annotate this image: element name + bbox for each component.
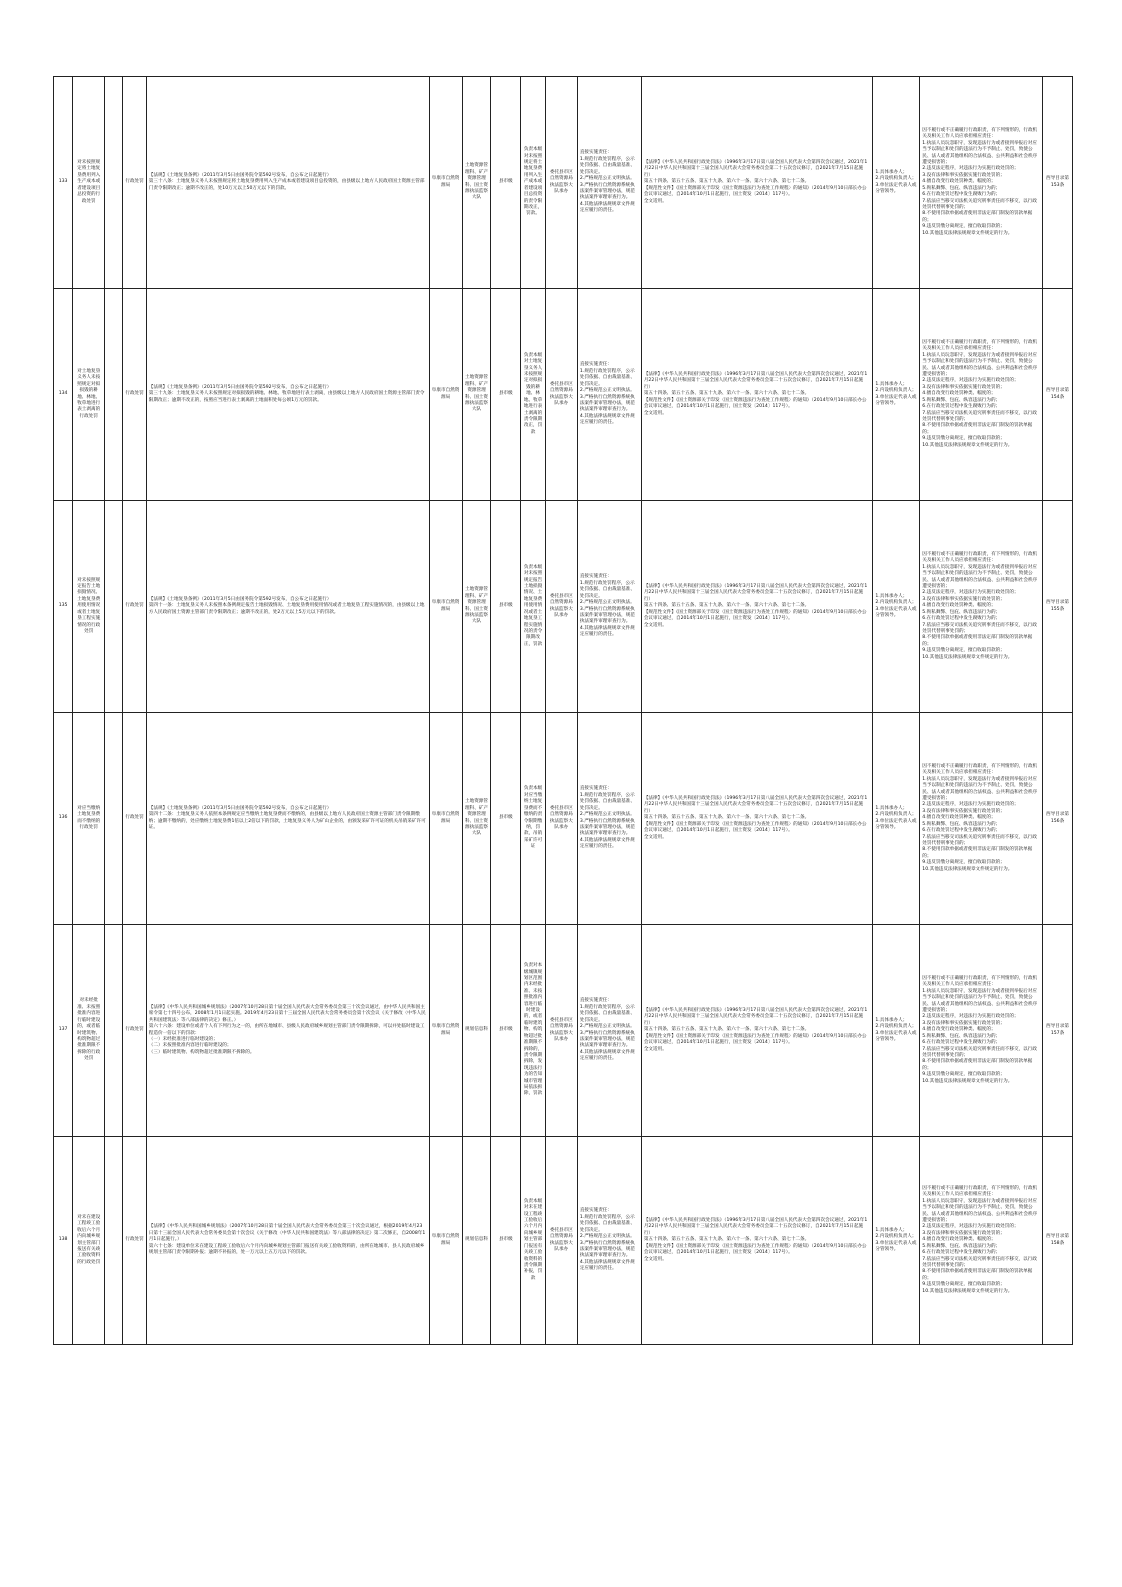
legal-basis-cell: 【法律】《中华人民共和国城乡规划法》（2007年10月28日第十届全国人民代表大会常务委员会第三十次会议通过，由中华人民共和国主席令第七十四号公布，2008年1月1日起实施。2019年4月23日第十三届全国人民代表大会常务委员会第十次会议《关于修改〈中华人民共和国建筑法〉等八部法律的决定》修正。） 第六十六条：建设单位或者个人有下列行为之一的，由所在地城市、县级人民政府城乡规划主管部门责令限期拆除，可以并处临时建设工程造价一倍以下的罚款： （一）未经批准进行临时建设的； （二）未按照批准内容进行临时建设的； （三）临时建筑物、构筑物超过批准期限不拆除的。 bbox=[146, 925, 429, 1137]
level-cell: 县市级 bbox=[491, 1137, 521, 1345]
handling-office-cell: 委托县市区自然资源局执法监察大队承办 bbox=[545, 925, 577, 1137]
internal-unit-cell: 规划信息科 bbox=[462, 925, 491, 1137]
level-cell: 县市级 bbox=[491, 925, 521, 1137]
handling-office-cell: 委托县市区自然资源局执法监察大队承办 bbox=[545, 1137, 577, 1345]
table-row bbox=[54, 713, 1073, 925]
table-row bbox=[54, 925, 1073, 1137]
seq-cell: 138 bbox=[54, 1137, 73, 1345]
accountability-cases-cell: 因不履行或不正确履行行政职责，有下列情形的，行政机关及相关工作人员应承担相应责任： 1.执法人员玩忽职守，发现违法行为或者接到举报后对应当予以制止和处罚的违法行为不予制止、处罚，致使公民、法人或者其他组织的合法权益、公共利益和社会秩序遭受损害的； 2.违反法定程序，对违法行为实施行政处罚的； 3.没有法律和事实依据实施行政处罚的； 4.擅自改变行政处罚种类、幅度的； 5.徇私舞弊、包庇、纵容违法行为的； 6.在行政处罚过程中发生腐败行为的； 7.依法应当移交司法机关追究刑事责任而不移交，以行政处罚代替刑事处罚的； 8.不使用罚款单据或者使用非法定部门制发的罚款单据的； 9.违反罚缴分离规定，擅自收取罚款的； 10.其他违反法律法规规章文件规定的行为。 bbox=[920, 501, 1043, 713]
legal-basis-cell: 【法律】《中华人民共和国城乡规划法》（2007年10月28日第十届全国人民代表大会常务委员会第三十次会议通过，根据2019年4月23日第十三届全国人民代表大会常务委员会第十次会议《关于修改〈中华人民共和国建筑法〉等八部法律的决定》第二次修正，自2008年1月1日起施行。） 第六十七条：建设单位未在建设工程竣工验收后六个月内向城乡规划主管部门报送有关竣工验收资料的，由所在地城市、县人民政府城乡规划主管部门责令限期补报；逾期不补报的，处一万元以上五万元以下的罚款。 bbox=[146, 1137, 429, 1345]
item-name-cell: 对未经批准、未按照批准内容进行临时建设的，或者临时建筑物、构筑物超过批准期限不拆除的行政处罚 bbox=[73, 925, 105, 1137]
department-cell: 阜康市自然资源局 bbox=[429, 713, 462, 925]
internal-unit-cell: 土地资源管理科、矿产资源管理科、国土资源执法监察大队 bbox=[462, 501, 491, 713]
level-cell: 县市级 bbox=[491, 77, 521, 289]
category-cell: 行政处罚 bbox=[123, 925, 146, 1137]
accountability-cases-cell: 因不履行或不正确履行行政职责，有下列情形的，行政机关及相关工作人员应承担相应责任： 1.执法人员玩忽职守，发现违法行为或者接到举报后对应当予以制止和处罚的违法行为不予制止、处罚，致使公民、法人或者其他组织的合法权益、公共利益和社会秩序遭受损害的； 2.违反法定程序，对违法行为实施行政处罚的； 3.没有法律和事实依据实施行政处罚的； 4.擅自改变行政处罚种类、幅度的； 5.徇私舞弊、包庇、纵容违法行为的； 6.在行政处罚过程中发生腐败行为的； 7.依法应当移交司法机关追究刑事责任而不移交，以行政处罚代替刑事处罚的； 8.不使用罚款单据或者使用非法定部门制发的罚款单据的； 9.违反罚缴分离规定，擅自收取罚款的； 10.其他违反法律法规规章文件规定的行为。 bbox=[920, 713, 1043, 925]
sub-item-cell bbox=[105, 925, 123, 1137]
level-cell: 县市级 bbox=[491, 713, 521, 925]
item-name-cell: 对土地复垦义务人未按照规定对拟损毁的耕地、林地、牧草地进行表土剥离的行政处罚 bbox=[73, 289, 105, 501]
legal-basis-cell: 【法规】《土地复垦条例》（2011年3月5日由国务院令第592号发布，自公布之日起施行） 第三十九条：土地复垦义务人未按照规定对拟损毁的耕地、林地、牧草地进行表土剥离，由县级以上地方人民政府国土资源主管部门责令限期改正；逾期不改正的，按照应当进行表土剥离的土地面积处每公顷1万元的罚款。 bbox=[146, 289, 429, 501]
implementing-duty-cell: 直接实施责任： 1.规范行政处罚程序，公示处罚依据、自由裁量基准、处罚决定。 2.严格规范公正文明执法。 3.严格执行自然资源系统执法案件案审管理办法，规范执法案件审理审查行为。 4.其他法律法规规章文件规定应履行的责任。 bbox=[577, 289, 641, 501]
item-name-cell: 对应当缴纳土地复垦费而不缴纳的行政处罚 bbox=[73, 713, 105, 925]
seq-cell: 134 bbox=[54, 289, 73, 501]
handling-office-cell: 委托县市区自然资源局执法监察大队承办 bbox=[545, 77, 577, 289]
handling-office-cell: 委托县市区自然资源局执法监察大队承办 bbox=[545, 713, 577, 925]
reference-cell: 西导目录第156条 bbox=[1043, 713, 1073, 925]
table-body bbox=[54, 77, 1073, 1345]
accountability-basis-cell: 【法律】《中华人民共和国行政处罚法》（1996年3月17日第八届全国人民代表大会第四次会议通过，2021年1月22日中华人民共和国第十三届全国人民代表大会常务委员会第二十五次会议修订，自2021年7月15日起施行） 第五十四条、第五十五条、第五十九条、第六十一条、第六十六条、第七十二条。 【规范性文件】《国土资源部关于印发〈国土资源违法行为查处工作规程〉的通知》（2014年9月10日部长办公会议审议通过，自2014年10月1日起施行，国土资发〔2014〕117号）。 全文适用。 bbox=[641, 925, 873, 1137]
accountability-basis-cell: 【法律】《中华人民共和国行政处罚法》（1996年3月17日第八届全国人民代表大会第四次会议通过，2021年1月22日中华人民共和国第十三届全国人民代表大会常务委员会第二十五次会议修订，自2021年7月15日起施行） 第五十四条、第五十五条、第五十九条、第六十一条、第六十六条、第七十二条。 【规范性文件】《国土资源部关于印发〈国土资源违法行为查处工作规程〉的通知》（2014年9月10日部长办公会议审议通过，自2014年10月1日起施行，国土资发〔2014〕117号）。 全文适用。 bbox=[641, 77, 873, 289]
category-cell: 行政处罚 bbox=[123, 289, 146, 501]
sub-item-cell bbox=[105, 1137, 123, 1345]
sub-item-cell bbox=[105, 501, 123, 713]
reference-cell: 西导目录第155条 bbox=[1043, 501, 1073, 713]
sub-item-cell bbox=[105, 713, 123, 925]
level-cell: 县市级 bbox=[491, 501, 521, 713]
responsible-subject-cell: 1.具体承办人； 2.内设机构负责人； 3.单位法定代表人或分管领导。 bbox=[873, 925, 920, 1137]
category-cell: 行政处罚 bbox=[123, 713, 146, 925]
seq-cell: 136 bbox=[54, 713, 73, 925]
accountability-cases-cell: 因不履行或不正确履行行政职责，有下列情形的，行政机关及相关工作人员应承担相应责任： 1.执法人员玩忽职守，发现违法行为或者接到举报后对应当予以制止和处罚的违法行为不予制止、处罚，致使公民、法人或者其他组织的合法权益、公共利益和社会秩序遭受损害的； 2.违反法定程序，对违法行为实施行政处罚的； 3.没有法律和事实依据实施行政处罚的； 4.擅自改变行政处罚种类、幅度的； 5.徇私舞弊、包庇、纵容违法行为的； 6.在行政处罚过程中发生腐败行为的； 7.依法应当移交司法机关追究刑事责任而不移交，以行政处罚代替刑事处罚的； 8.不使用罚款单据或者使用非法定部门制发的罚款单据的； 9.违反罚缴分离规定，擅自收取罚款的； 10.其他违反法律法规规章文件规定的行为。 bbox=[920, 1137, 1043, 1345]
item-name-cell: 对未在建设工程竣工验收后六个月内向城乡规划主管部门报送有关竣工验收资料的行政处罚 bbox=[73, 1137, 105, 1345]
duty-cell: 负责本级对土地复垦义务人未按照规定对拟损毁的耕地、林地、牧草地进行表土剥离的责令限期改正，罚款 bbox=[521, 289, 546, 501]
duty-cell: 负责对本级城镇规划区范围内未经批准、未按照批准内容进行临时建设的，或者临时建筑物、构筑物超过批准期限不拆除的，责令限期拆除，发现违法行为的告知城市管理局依法拆除，罚款 bbox=[521, 925, 546, 1137]
seq-cell: 133 bbox=[54, 77, 73, 289]
internal-unit-cell: 土地资源管理科、矿产资源管理科、国土资源执法监察大队 bbox=[462, 77, 491, 289]
department-cell: 阜康市自然资源局 bbox=[429, 289, 462, 501]
reference-cell: 西导目录第157条 bbox=[1043, 925, 1073, 1137]
item-name-cell: 对未按照规定将土地复垦费用列入生产成本或者建设项目总投资的行政处罚 bbox=[73, 77, 105, 289]
duty-cell: 负责本级对未按照规定将土地复垦费用列入生产成本或者建设项目总投资的责令限期改正，罚款。 bbox=[521, 77, 546, 289]
implementing-duty-cell: 直接实施责任： 1.规范行政处罚程序，公示处罚依据、自由裁量基准、处罚决定。 2.严格规范公正文明执法。 3.严格执行自然资源系统执法案件案审管理办法，规范执法案件审理审查行为。 4.其他法律法规规章文件规定应履行的责任。 bbox=[577, 925, 641, 1137]
department-cell: 阜康市自然资源局 bbox=[429, 925, 462, 1137]
sub-item-cell bbox=[105, 77, 123, 289]
duty-cell: 负责本级对未按照规定报告土地损毁情况、土地复垦费用使用情况或者土地复垦工程实施情况的责令限期改正，罚款 bbox=[521, 501, 546, 713]
accountability-cases-cell: 因不履行或不正确履行行政职责，有下列情形的，行政机关及相关工作人员应承担相应责任： 1.执法人员玩忽职守，发现违法行为或者接到举报后对应当予以制止和处罚的违法行为不予制止、处罚，致使公民、法人或者其他组织的合法权益、公共利益和社会秩序遭受损害的； 2.违反法定程序，对违法行为实施行政处罚的； 3.没有法律和事实依据实施行政处罚的； 4.擅自改变行政处罚种类、幅度的； 5.徇私舞弊、包庇、纵容违法行为的； 6.在行政处罚过程中发生腐败行为的； 7.依法应当移交司法机关追究刑事责任而不移交，以行政处罚代替刑事处罚的； 8.不使用罚款单据或者使用非法定部门制发的罚款单据的； 9.违反罚缴分离规定，擅自收取罚款的； 10.其他违反法律法规规章文件规定的行为。 bbox=[920, 925, 1043, 1137]
reference-cell: 西导目录第158条 bbox=[1043, 1137, 1073, 1345]
accountability-basis-cell: 【法律】《中华人民共和国行政处罚法》（1996年3月17日第八届全国人民代表大会第四次会议通过，2021年1月22日中华人民共和国第十三届全国人民代表大会常务委员会第二十五次会议修订，自2021年7月15日起施行） 第五十四条、第五十五条、第五十九条、第六十一条、第六十六条、第七十二条。 【规范性文件】《国土资源部关于印发〈国土资源违法行为查处工作规程〉的通知》（2014年9月10日部长办公会议审议通过，自2014年10月1日起施行，国土资发〔2014〕117号）。 全文适用。 bbox=[641, 289, 873, 501]
table-row bbox=[54, 1137, 1073, 1345]
accountability-basis-cell: 【法律】《中华人民共和国行政处罚法》（1996年3月17日第八届全国人民代表大会第四次会议通过，2021年1月22日中华人民共和国第十三届全国人民代表大会常务委员会第二十五次会议修订，自2021年7月15日起施行） 第五十四条、第五十五条、第五十九条、第六十一条、第六十六条、第七十二条。 【规范性文件】《国土资源部关于印发〈国土资源违法行为查处工作规程〉的通知》（2014年9月10日部长办公会议审议通过，自2014年10月1日起施行，国土资发〔2014〕117号）。 全文适用。 bbox=[641, 501, 873, 713]
handling-office-cell: 委托县市区自然资源局执法监察大队承办 bbox=[545, 501, 577, 713]
level-cell: 县市级 bbox=[491, 289, 521, 501]
accountability-basis-cell: 【法律】《中华人民共和国行政处罚法》（1996年3月17日第八届全国人民代表大会第四次会议通过，2021年1月22日中华人民共和国第十三届全国人民代表大会常务委员会第二十五次会议修订，自2021年7月15日起施行） 第五十四条、第五十五条、第五十九条、第六十一条、第六十六条、第七十二条。 【规范性文件】《国土资源部关于印发〈国土资源违法行为查处工作规程〉的通知》（2014年9月10日部长办公会议审议通过，自2014年10月1日起施行，国土资发〔2014〕117号）。 全文适用。 bbox=[641, 1137, 873, 1345]
reference-cell: 西导目录第154条 bbox=[1043, 289, 1073, 501]
category-cell: 行政处罚 bbox=[123, 1137, 146, 1345]
accountability-basis-cell: 【法律】《中华人民共和国行政处罚法》（1996年3月17日第八届全国人民代表大会第四次会议通过，2021年1月22日中华人民共和国第十三届全国人民代表大会常务委员会第二十五次会议修订，自2021年7月15日起施行） 第五十四条、第五十五条、第五十九条、第六十一条、第六十六条、第七十二条。 【规范性文件】《国土资源部关于印发〈国土资源违法行为查处工作规程〉的通知》（2014年9月10日部长办公会议审议通过，自2014年10月1日起施行，国土资发〔2014〕117号）。 全文适用。 bbox=[641, 713, 873, 925]
legal-basis-cell: 【法规】《土地复垦条例》（2011年3月5日由国务院令第592号发布，自公布之日起施行） 第三十八条：土地复垦义务人未按照规定将土地复垦费用列入生产成本或者建设项目总投资的，由县级以上地方人民政府国土资源主管部门责令限期改正；逾期不改正的，处10万元以上50万元以下的罚款。 bbox=[146, 77, 429, 289]
table-row bbox=[54, 77, 1073, 289]
table-row bbox=[54, 501, 1073, 713]
implementing-duty-cell: 直接实施责任： 1.规范行政处罚程序，公示处罚依据、自由裁量基准、处罚决定。 2.严格规范公正文明执法。 3.严格执行自然资源系统执法案件案审管理办法，规范执法案件审理审查行为。 4.其他法律法规规章文件规定应履行的责任。 bbox=[577, 501, 641, 713]
internal-unit-cell: 土地资源管理科、矿产资源管理科、国土资源执法监察大队 bbox=[462, 289, 491, 501]
implementing-duty-cell: 直接实施责任： 1.规范行政处罚程序，公示处罚依据、自由裁量基准、处罚决定。 2.严格规范公正文明执法。 3.严格执行自然资源系统执法案件案审管理办法，规范执法案件审理审查行为。 4.其他法律法规规章文件规定应履行的责任。 bbox=[577, 1137, 641, 1345]
duty-cell: 负责本级对应当缴纳土地复垦费而不缴纳的责令限期缴纳，罚款，吊销采矿许可证 bbox=[521, 713, 546, 925]
table-row bbox=[54, 289, 1073, 501]
responsible-subject-cell: 1.具体承办人； 2.内设机构负责人； 3.单位法定代表人或分管领导。 bbox=[873, 713, 920, 925]
responsible-subject-cell: 1.具体承办人； 2.内设机构负责人； 3.单位法定代表人或分管领导。 bbox=[873, 501, 920, 713]
reference-cell: 西导目录第153条 bbox=[1043, 77, 1073, 289]
handling-office-cell: 委托县市区自然资源局执法监察大队承办 bbox=[545, 289, 577, 501]
responsible-subject-cell: 1.具体承办人； 2.内设机构负责人； 3.单位法定代表人或分管领导。 bbox=[873, 289, 920, 501]
item-name-cell: 对未按照规定报告土地损毁情况、土地复垦费用使用情况或者土地复垦工程实施情况的行政处罚 bbox=[73, 501, 105, 713]
accountability-cases-cell: 因不履行或不正确履行行政职责，有下列情形的，行政机关及相关工作人员应承担相应责任： 1.执法人员玩忽职守，发现违法行为或者接到举报后对应当予以制止和处罚的违法行为不予制止、处罚，致使公民、法人或者其他组织的合法权益、公共利益和社会秩序遭受损害的； 2.违反法定程序，对违法行为实施行政处罚的； 3.没有法律和事实依据实施行政处罚的； 4.擅自改变行政处罚种类、幅度的； 5.徇私舞弊、包庇、纵容违法行为的； 6.在行政处罚过程中发生腐败行为的； 7.依法应当移交司法机关追究刑事责任而不移交，以行政处罚代替刑事处罚的； 8.不使用罚款单据或者使用非法定部门制发的罚款单据的； 9.违反罚缴分离规定，擅自收取罚款的； 10.其他违反法律法规规章文件规定的行为。 bbox=[920, 77, 1043, 289]
accountability-cases-cell: 因不履行或不正确履行行政职责，有下列情形的，行政机关及相关工作人员应承担相应责任： 1.执法人员玩忽职守，发现违法行为或者接到举报后对应当予以制止和处罚的违法行为不予制止、处罚，致使公民、法人或者其他组织的合法权益、公共利益和社会秩序遭受损害的； 2.违反法定程序，对违法行为实施行政处罚的； 3.没有法律和事实依据实施行政处罚的； 4.擅自改变行政处罚种类、幅度的； 5.徇私舞弊、包庇、纵容违法行为的； 6.在行政处罚过程中发生腐败行为的； 7.依法应当移交司法机关追究刑事责任而不移交，以行政处罚代替刑事处罚的； 8.不使用罚款单据或者使用非法定部门制发的罚款单据的； 9.违反罚缴分离规定，擅自收取罚款的； 10.其他违反法律法规规章文件规定的行为。 bbox=[920, 289, 1043, 501]
implementing-duty-cell: 直接实施责任： 1.规范行政处罚程序，公示处罚依据、自由裁量基准、处罚决定。 2.严格规范公正文明执法。 3.严格执行自然资源系统执法案件案审管理办法，规范执法案件审理审查行为。 4.其他法律法规规章文件规定应履行的责任。 bbox=[577, 77, 641, 289]
seq-cell: 135 bbox=[54, 501, 73, 713]
sub-item-cell bbox=[105, 289, 123, 501]
legal-basis-cell: 【法规】《土地复垦条例》（2011年3月5日由国务院令第592号发布，自公布之日起施行） 第四十一条：土地复垦义务人未按照本条例规定报告土地损毁情况、土地复垦费用使用情况或者土地复垦工程实施情况的，由县级以上地方人民政府国土资源主管部门责令限期改正；逾期不改正的，处2万元以上5万元以下的罚款。 bbox=[146, 501, 429, 713]
legal-basis-cell: 【法规】《土地复垦条例》（2011年3月5日由国务院令第592号发布，自公布之日起施行） 第四十二条：土地复垦义务人依照本条例规定应当缴纳土地复垦费而不缴纳的，由县级以上地方人民政府国土资源主管部门责令限期缴纳；逾期不缴纳的，处应缴纳土地复垦费1倍以上2倍以下的罚款，土地复垦义务人为矿山企业的，由颁发采矿许可证的机关吊销采矿许可证。 bbox=[146, 713, 429, 925]
implementing-duty-cell: 直接实施责任： 1.规范行政处罚程序，公示处罚依据、自由裁量基准、处罚决定。 2.严格规范公正文明执法。 3.严格执行自然资源系统执法案件案审管理办法，规范执法案件审理审查行为。 4.其他法律法规规章文件规定应履行的责任。 bbox=[577, 713, 641, 925]
internal-unit-cell: 规划信息科 bbox=[462, 1137, 491, 1345]
department-cell: 阜康市自然资源局 bbox=[429, 1137, 462, 1345]
category-cell: 行政处罚 bbox=[123, 501, 146, 713]
department-cell: 阜康市自然资源局 bbox=[429, 501, 462, 713]
duty-cell: 负责本级对未在建设工程竣工验收后六个月内向城乡规划主管部门报送有关竣工验收资料的责令限期补报，罚款 bbox=[521, 1137, 546, 1345]
responsible-subject-cell: 1.具体承办人； 2.内设机构负责人； 3.单位法定代表人或分管领导。 bbox=[873, 77, 920, 289]
seq-cell: 137 bbox=[54, 925, 73, 1137]
responsible-subject-cell: 1.具体承办人； 2.内设机构负责人； 3.单位法定代表人或分管领导。 bbox=[873, 1137, 920, 1345]
category-cell: 行政处罚 bbox=[123, 77, 146, 289]
department-cell: 阜康市自然资源局 bbox=[429, 77, 462, 289]
power-list-table bbox=[53, 76, 1073, 1345]
internal-unit-cell: 土地资源管理科、矿产资源管理科、国土资源执法监察大队 bbox=[462, 713, 491, 925]
